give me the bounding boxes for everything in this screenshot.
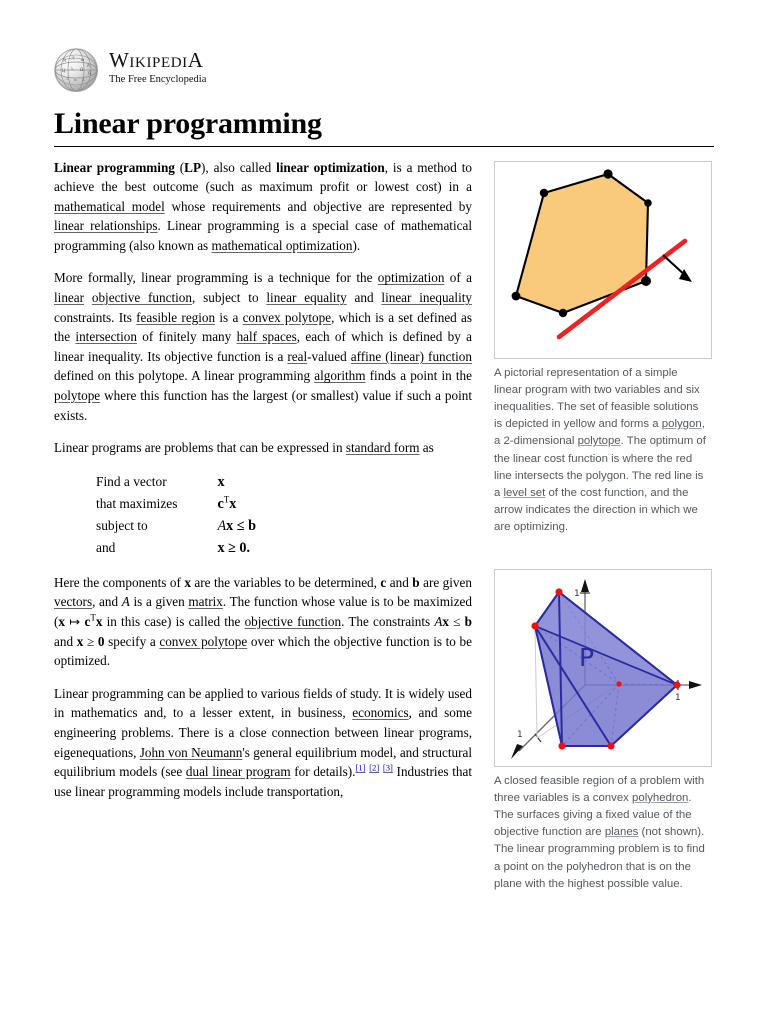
wikipedia-name: WIKIPEDIA <box>109 48 204 72</box>
polyhedron-label-p: P <box>579 642 595 672</box>
article-body <box>54 158 714 903</box>
svg-text:Ц: Ц <box>62 68 66 73</box>
svg-text:Ω: Ω <box>80 67 84 72</box>
page-title: Linear programming <box>54 107 322 140</box>
math-row-expression: x ≥ 0. <box>217 539 251 556</box>
svg-text:文: 文 <box>71 55 75 60</box>
title-divider <box>54 146 714 147</box>
polygon-figure-image[interactable] <box>494 161 712 359</box>
link-half-spaces[interactable]: half spaces <box>236 329 297 345</box>
polyhedron-figure-image[interactable] <box>494 569 712 767</box>
link-polygon[interactable]: polygon <box>661 418 702 431</box>
polyhedron-feasible-region-figure <box>494 569 714 893</box>
math-row <box>96 537 256 559</box>
link-feasible-region[interactable]: feasible region <box>136 309 216 325</box>
link-matrix[interactable]: matrix <box>188 594 223 610</box>
link-convex-polytope[interactable]: convex polytope <box>242 309 332 325</box>
figure-column <box>494 158 714 903</box>
paragraph-formal-definition: More formally, linear programming is a technique for the optimization of a linear objective function, subject to linear equality and linear inequality constraints. Its feasible region is a convex polytope, which is a set defined as the intersection of finitely many half spaces, each of which is defined by a linear inequality. Its objective function is a real-valued affine (linear) function defined on this polytope. A linear programming algorithm finds a point in the polytope where this function has the largest (or smallest) value if such a point exists. <box>54 270 473 423</box>
math-row-expression: x <box>217 473 225 490</box>
link-intersection[interactable]: intersection <box>75 329 137 345</box>
link-linear[interactable]: linear <box>54 290 85 306</box>
term-lp: LP <box>184 159 202 175</box>
term-linear-programming: Linear programming <box>54 159 175 175</box>
svg-text:Я: Я <box>88 71 91 76</box>
axis-label-depth: 1 <box>517 729 523 740</box>
link-convex-polytope-2[interactable]: convex polytope <box>159 633 248 649</box>
polygon-feasible-region-figure <box>494 161 714 537</box>
math-row-label: Find a vector <box>96 473 167 489</box>
math-row-label: and <box>96 539 116 555</box>
paragraph-components: Here the components of x are the variables to be determined, c and b are given vectors, and A is a given matrix. The function whose value is to be maximized (x ↦ $c^Tx$ in this case) is called the objective function. The constraints Ax ≤ b and x ≥ 0 specify a convex polytope over which the objective function is to be optimized. <box>54 574 473 669</box>
link-planes[interactable]: planes <box>604 826 639 839</box>
paragraph-applications: Linear programming can be applied to various fields of study. It is widely used in mathematics and, to a lesser extent, in business, economics, and some engineering problems. There is a close connection between linear programs, eigenequations, John von Neumann's general equilibrium model, and structural equilibrium models (see dual linear program for details).[1] [2] [3] Industries that use linear programming models include transportation, <box>54 685 473 799</box>
citation-ref-3[interactable]: [3] <box>382 762 393 773</box>
svg-text:Я: Я <box>63 58 66 63</box>
svg-text:ج: ج <box>82 76 85 81</box>
svg-text:מ: מ <box>74 77 77 82</box>
math-row-label: subject to <box>96 517 148 533</box>
svg-text:人: 人 <box>70 66 74 71</box>
paragraph-intro: Linear programming (LP), also called linear optimization, is a method to achieve the best outcome (such as maximum profit or lowest cost) in a mathematical model whose requirements and objective are represented by linear relationships. Linear programming is a special case of mathematical programming (also known as mathematical optimization). <box>54 159 472 253</box>
paragraph-standard-form-intro: Linear programs are problems that can be expressed in standard form as <box>54 440 434 456</box>
link-linear-equality[interactable]: linear equality <box>266 290 347 306</box>
math-row-expression: $c^Tx$ <box>217 494 237 512</box>
math-row <box>96 515 256 537</box>
link-linear-inequality[interactable]: linear inequality <box>381 290 472 306</box>
svg-text:A: A <box>87 63 90 68</box>
wikipedia-wordmark <box>109 48 206 86</box>
svg-text:ω: ω <box>81 57 85 62</box>
link-algorithm[interactable]: algorithm <box>314 368 366 384</box>
figure-spacer <box>494 547 714 569</box>
link-mathematical-model[interactable]: mathematical model <box>54 198 165 214</box>
link-level-set[interactable]: level set <box>503 486 546 499</box>
link-objective-function[interactable]: objective function <box>91 290 192 306</box>
article-text-column <box>54 158 472 802</box>
link-polytope-caption[interactable]: polytope <box>577 435 621 448</box>
link-linear-relationships[interactable]: linear relationships <box>54 218 158 234</box>
citation-ref-1[interactable]: [1] <box>355 762 366 773</box>
link-mathematical-optimization[interactable]: mathematical optimization <box>211 237 353 253</box>
math-row-label: that maximizes <box>96 495 178 511</box>
citation-ref-2[interactable]: [2] <box>369 762 380 773</box>
wikipedia-globe-icon <box>54 48 98 92</box>
link-dual-linear-program[interactable]: dual linear program <box>185 764 291 780</box>
math-row-expression: Ax ≤ b <box>217 517 256 534</box>
standard-form-math-block <box>54 471 472 559</box>
link-economics[interactable]: economics <box>352 705 409 721</box>
term-linear-optimization: linear optimization <box>276 159 385 175</box>
wikipedia-masthead <box>54 48 714 94</box>
link-vectors[interactable]: vectors <box>54 594 93 610</box>
axis-label-vertical: 1 <box>574 588 580 599</box>
polygon-figure-caption: A pictorial representation of a simple linear program with two variables and six inequalities. The set of feasible solutions is depicted in yellow and forms a polygon, a 2-dimensional polytope. The optimum of the linear cost function is where the red line intersects the polygon. The red line is a level set of the cost function, and the arrow indicates the direction in which we are optimizing. <box>494 366 706 534</box>
link-optimization[interactable]: optimization <box>377 270 445 286</box>
link-standard-form[interactable]: standard form <box>345 440 420 456</box>
link-objective-function-2[interactable]: objective function <box>244 614 342 629</box>
link-real[interactable]: real <box>287 348 308 364</box>
math-row <box>96 493 256 515</box>
link-polytope[interactable]: polytope <box>54 388 101 404</box>
math-row <box>96 471 256 493</box>
link-john-von-neumann[interactable]: John von Neumann <box>139 744 243 760</box>
svg-text:ス: ス <box>65 76 69 81</box>
wikipedia-tagline: The Free Encyclopedia <box>109 74 207 85</box>
link-affine-linear-function[interactable]: affine (linear) function <box>350 348 472 364</box>
link-polyhedron[interactable]: polyhedron <box>632 791 689 804</box>
axis-label-horizontal: 1 <box>675 692 681 703</box>
polyhedron-figure-caption: A closed feasible region of a problem with three variables is a convex polyhedron. The surfaces giving a fixed value of the objective function are planes (not shown). The linear programming problem is to find a point on the polyhedron that is on the plane with the highest possible value. <box>494 774 705 890</box>
